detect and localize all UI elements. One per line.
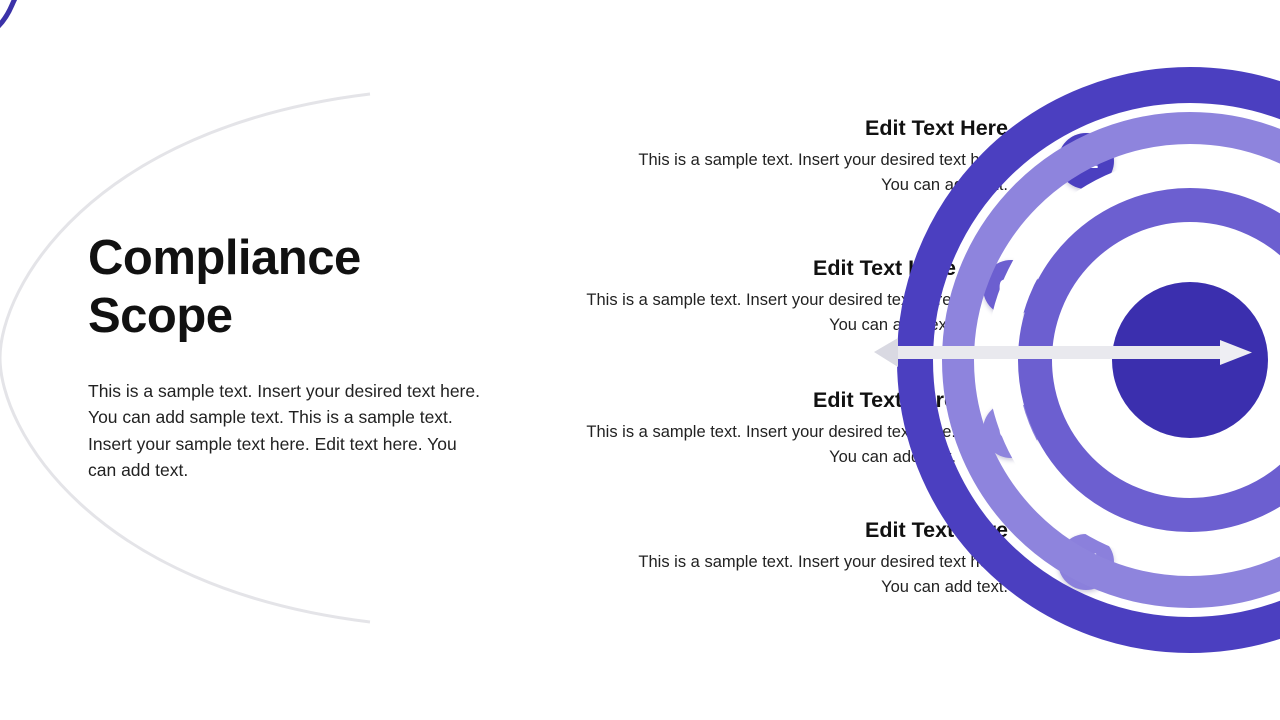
target-rings-graphic (860, 0, 1280, 720)
guide-arc (0, 88, 390, 628)
step-badge-02[interactable]: 02 (983, 260, 1039, 316)
step-badge-01[interactable]: 01 (1058, 133, 1114, 189)
arrow-icon (874, 338, 1252, 367)
list-item[interactable] (608, 518, 1008, 599)
step-badge-03[interactable]: 03 (983, 402, 1039, 458)
list-item-description: This is a sample text. Insert your desired text here. You can add text. (586, 422, 956, 466)
list-item-description: This is a sample text. Insert your desired text here. You can add text. (638, 552, 1008, 596)
list-item-title: Edit Text Here (865, 518, 1008, 542)
list-item-description: This is a sample text. Insert your desired text here. You can add text. (638, 150, 1008, 194)
step-badge-04[interactable]: 04 (1058, 534, 1114, 590)
list-item[interactable] (556, 256, 956, 337)
page-body-text: This is a sample text. Insert your desired text here. You can add sample text. This is a sample text. Insert your sample text here. Edit text here. You can add text. (88, 380, 480, 481)
list-item-title: Edit Text Here (865, 116, 1008, 140)
list-item-title: Edit Text Here (813, 388, 956, 412)
page-title: Compliance Scope (88, 231, 361, 343)
list-item[interactable] (608, 116, 1008, 197)
list-item-title: Edit Text Here (813, 256, 956, 280)
list-item[interactable] (556, 388, 956, 469)
list-item-description: This is a sample text. Insert your desired text here. You can add text. (586, 290, 956, 334)
